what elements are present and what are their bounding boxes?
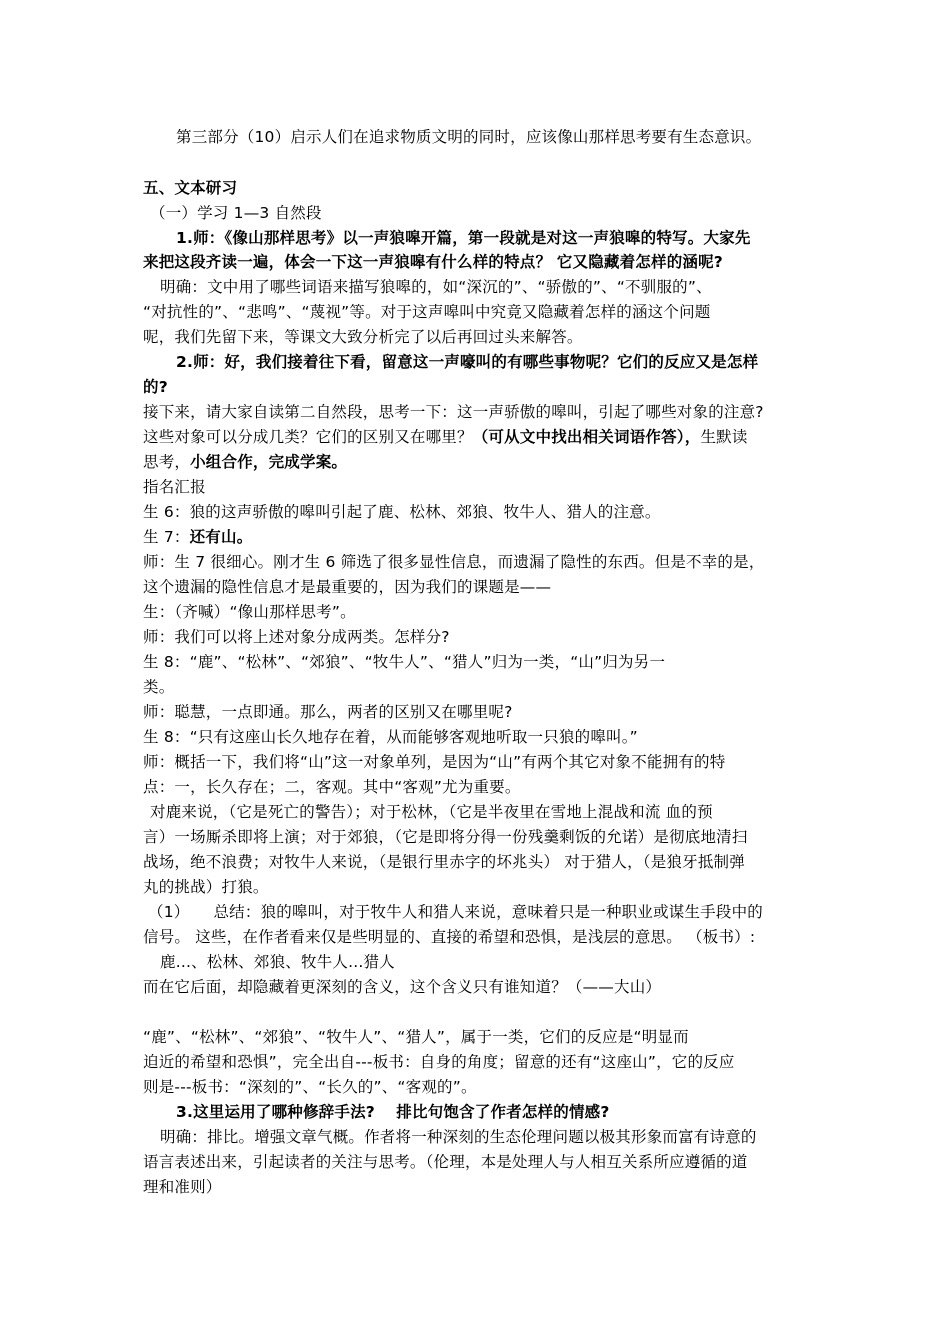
text-line: 鹿...、松林、郊狼、牧牛人...猎人 (160, 953, 395, 971)
text-line: 语言表述出来，引起读者的关注与思考。（伦理，本是处理人与人相互关系所应遵循的道 (143, 1153, 748, 1171)
text-line: 理和准则） (143, 1178, 222, 1196)
question-line: 1.师：《像山那样思考》以一声狼嗥开篇，第一段就是对这一声狼嗥的特写。大家先 (176, 229, 751, 247)
text-line: 类。 (143, 678, 175, 696)
text-line: 明确：排比。增强文章气概。作者将一种深刻的生态伦理问题以极其形象而富有诗意的 (160, 1128, 757, 1146)
text-span: 生默读 (700, 428, 748, 446)
text-line: 生：（齐喊）“像山那样思考”。 (143, 603, 356, 621)
text-line: 指名汇报 (143, 478, 206, 496)
text-line: 丸的挑战）打狼。 (143, 878, 269, 896)
text-line: 第三部分（10）启示人们在追求物质文明的同时，应该像山那样思考要有生态意识。 (176, 128, 762, 146)
text-span: 这些对象可以分成几类？它们的区别又在哪里？ (143, 428, 473, 446)
text-line: 生 8：“鹿”、“松林”、“郊狼”、“牧牛人”、“猎人”归为一类，“山”归为另一 (143, 653, 666, 671)
text-line: 言）一场厮杀即将上演；对于郊狼，（它是即将分得一份残羹剩饭的允诺）是彻底地清扫 (143, 828, 748, 846)
text-line: 则是---板书：“深刻的”、“长久的”、“客观的”。 (143, 1078, 477, 1096)
bold-span: 小组合作，完成学案。 (190, 453, 348, 471)
text-span: 生 7： (143, 528, 190, 546)
text-line: 生 8：“只有这座山长久地存在着，从而能够客观地听取一只狼的嗥叫。” (143, 728, 638, 746)
text-line: 而在它后面，却隐藏着更深刻的含义，这个含义只有谁知道？（——大山） (143, 978, 662, 996)
text-line: 迫近的希望和恐惧”，完全出自---板书：自身的角度；留意的还有“这座山”，它的反应 (143, 1053, 735, 1071)
text-line: 师：我们可以将上述对象分成两类。怎样分? (143, 628, 450, 646)
text-line: “对抗性的”、“悲鸣”、“蔑视”等。对于这声嗥叫中究竟又隐藏着怎样的涵这个问题 (143, 303, 711, 321)
text-line: 明确：文中用了哪些词语来描写狼嗥的，如“深沉的”、“骄傲的”、“不驯服的”、 (160, 278, 712, 296)
text-line: 接下来，请大家自读第二自然段，思考一下：这一声骄傲的嗥叫，引起了哪些对象的注意? (143, 403, 764, 421)
question-line: 3.这里运用了哪种修辞手法? 排比句饱含了作者怎样的情感? (176, 1103, 610, 1121)
text-line: 点：一，长久存在；二，客观。其中“客观”尤为重要。 (143, 778, 521, 796)
bold-span: （可从文中找出相关词语作答）， (472, 428, 701, 446)
text-line (143, 452, 347, 472)
list-marker: （1） (148, 903, 190, 921)
text-line (148, 902, 763, 922)
bold-span: 还有山。 (189, 528, 253, 546)
text-line: 战场，绝不浪费；对牧牛人来说，（是银行里赤字的坏兆头） 对于猎人，（是狼牙抵制弹 (143, 853, 745, 871)
text-line: “鹿”、“松林”、“郊狼”、“牧牛人”、“猎人”，属于一类，它们的反应是“明显而 (143, 1028, 689, 1046)
question-line: 来把这段齐读一遍，体会一下这一声狼嗥有什么样的特点？ 它又隐藏着怎样的涵呢? (143, 253, 723, 271)
text-line (143, 527, 252, 547)
text-line: 呢，我们先留下来，等课文大致分析完了以后再回过头来解答。 (143, 328, 583, 346)
text-line: 这个遗漏的隐性信息才是最重要的，因为我们的课题是—— (143, 578, 552, 596)
text-line: 生 6：狼的这声骄傲的嗥叫引起了鹿、松林、郊狼、牧牛人、猎人的注意。 (143, 503, 661, 521)
section-heading: 五、文本研习 (143, 179, 238, 197)
subsection-heading: （一）学习 1—3 自然段 (150, 204, 322, 222)
question-line: 的? (143, 378, 168, 396)
text-line: 师：概括一下，我们将“山”这一对象单列，是因为“山”有两个其它对象不能拥有的特 (143, 753, 726, 771)
text-line: 对鹿来说，（它是死亡的警告）；对于松林，（它是半夜里在雪地上混战和流 血的预 (150, 803, 713, 821)
text-span: 思考， (143, 453, 191, 471)
text-line (143, 427, 748, 447)
text-line: 师：聪慧，一点即通。那么，两者的区别又在哪里呢? (143, 703, 513, 721)
text-span: 总结：狼的嗥叫，对于牧牛人和猎人来说，意味着只是一种职业或谋生手段中的 (213, 903, 763, 921)
question-line: 2.师：好，我们接着往下看，留意这一声嚎叫的有哪些事物呢？它们的反应又是怎样 (176, 353, 759, 371)
text-line: 信号。 这些，在作者看来仅是些明显的、直接的希望和恐惧，是浅层的意思。 （板书）: (143, 928, 756, 946)
text-line: 师：生 7 很细心。刚才生 6 筛选了很多显性信息，而遗漏了隐性的东西。但是不幸的是， (143, 553, 765, 571)
